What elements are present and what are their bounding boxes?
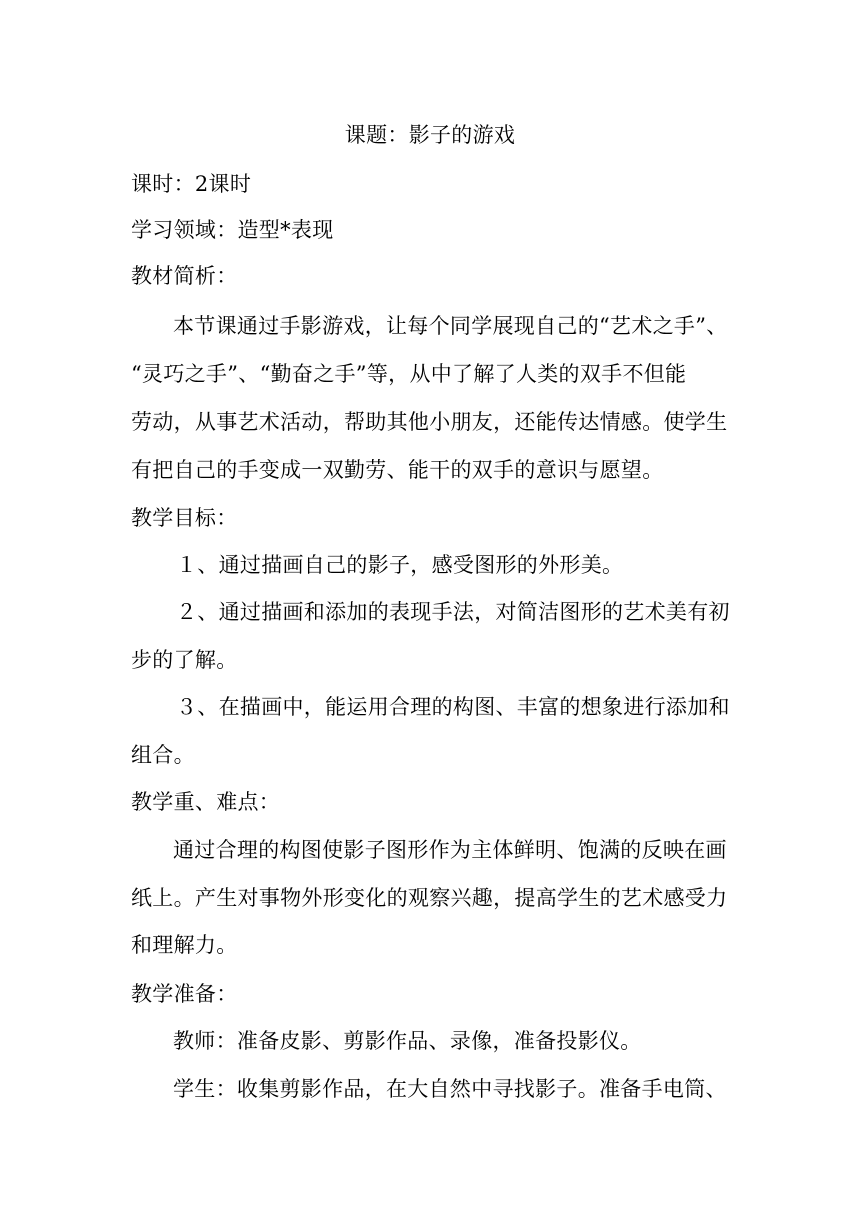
analysis-paragraph-line: 有把自己的手变成一双勤劳、能干的双手的意识与愿望。: [131, 458, 664, 482]
analysis-paragraph-line: 本节课通过手影游戏，让每个同学展现自己的“艺术之手”、: [173, 314, 728, 338]
goal-item-1: １、通过描画自己的影子，感受图形的外形美。: [176, 553, 624, 577]
analysis-heading: 教材简析：: [131, 264, 238, 288]
teacher-preparation: 教师：准备皮影、剪影作品、录像，准备投影仪。: [173, 1029, 642, 1053]
key-points-line: 和理解力。: [131, 933, 238, 957]
goal-item-2-continued: 步的了解。: [131, 648, 238, 672]
class-hours-text: 课时：2课时: [131, 172, 252, 196]
key-points-line: 通过合理的构图使影子图形作为主体鲜明、饱满的反映在画: [173, 838, 727, 862]
goal-item-3-continued: 组合。: [131, 743, 195, 767]
student-preparation: 学生：收集剪影作品，在大自然中寻找影子。准备手电筒、: [173, 1077, 727, 1101]
learning-field-text: 学习领域：造型*表现: [131, 218, 334, 242]
preparation-heading: 教学准备：: [131, 982, 238, 1006]
page-title: 课题：影子的游戏: [344, 123, 516, 147]
analysis-paragraph-line: 劳动，从事艺术活动，帮助其他小朋友，还能传达情感。使学生: [131, 410, 728, 434]
goal-item-2: ２、通过描画和添加的表现手法，对简洁图形的艺术美有初: [176, 600, 730, 624]
goal-item-3: ３、在描画中，能运用合理的构图、丰富的想象进行添加和: [176, 695, 730, 719]
key-points-line: 纸上。产生对事物外形变化的观察兴趣，提高学生的艺术感受力: [131, 886, 728, 910]
goals-heading: 教学目标：: [131, 506, 238, 530]
key-points-heading: 教学重、难点：: [131, 790, 281, 814]
analysis-paragraph-line: “灵巧之手”、“勤奋之手”等，从中了解了人类的双手不但能: [131, 362, 687, 386]
